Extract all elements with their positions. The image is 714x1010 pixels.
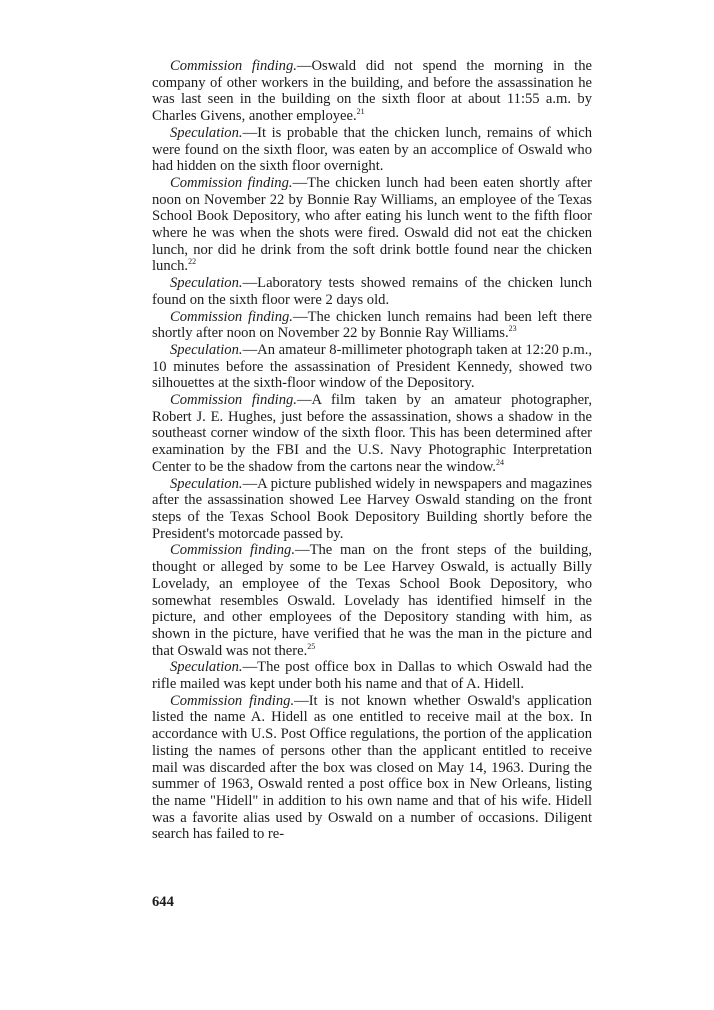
paragraph-text: —A film taken by an amateur photographer, Robert J. E. Hughes, just before the assassination, shows a shadow in the southeast corner window of the sixth floor. This has been determined after examination by the FBI and the U.S. Navy Photographic Interpretation Center to be the shadow from the cartons near the window. bbox=[152, 392, 592, 475]
paragraph-label: Commission finding. bbox=[170, 58, 297, 74]
paragraph-label: Commission finding. bbox=[170, 308, 293, 325]
paragraph bbox=[152, 275, 592, 308]
report-text-block bbox=[152, 58, 592, 843]
paragraph-label: Speculation. bbox=[170, 659, 243, 676]
paragraph-text: —The man on the front steps of the building, thought or alleged by some to be Lee Harvey Oswald, is actually Billy Lovelady, an employee of the Texas School Book Depository, who somewhat resembles Oswald. Lovelady has identified himself in the picture, and other employees of the Depository standing with him, as shown in the picture, have verified that he was the man in the picture and that Oswald was not there. bbox=[152, 542, 592, 659]
paragraph-text: —Laboratory tests showed remains of the chicken lunch found on the sixth floor were 2 days old. bbox=[152, 275, 592, 308]
paragraph bbox=[152, 125, 592, 175]
paragraph-text: —The post office box in Dallas to which Oswald had the rifle mailed was kept under both his name and that of A. Hidell. bbox=[152, 659, 592, 693]
paragraph bbox=[152, 309, 592, 342]
paragraph bbox=[152, 58, 592, 125]
footnote-ref: 22 bbox=[188, 257, 197, 267]
page-number: 644 bbox=[152, 894, 174, 910]
footnote-ref: 21 bbox=[356, 107, 365, 117]
paragraph-text: —The chicken lunch remains had been left there shortly after noon on November 22 by Bonnie Ray Williams. bbox=[152, 308, 592, 342]
paragraph bbox=[152, 392, 592, 476]
paragraph-label: Commission finding. bbox=[170, 174, 293, 191]
paragraph-text: —It is not known whether Oswald's application listed the name A. Hidell as one entitled to receive mail at the box. In accordance with U.S. Post Office regulations, the portion of the application listing the names of persons other than the applicant entitled to receive mail was discarded after the box was closed on May 14, 1963. During the summer of 1963, Oswald rented a post office box in New Orleans, listing the name "Hidell" in addition to his own name and that of his wife. Hidell was a favorite alias used by Oswald on a number of occasions. Diligent search has failed to re- bbox=[152, 692, 592, 843]
paragraph bbox=[152, 659, 592, 692]
paragraph-label: Speculation. bbox=[170, 341, 243, 358]
paragraph bbox=[152, 342, 592, 392]
paragraph-label: Speculation. bbox=[170, 275, 243, 292]
paragraph bbox=[152, 693, 592, 843]
paragraph-text: —An amateur 8-millimeter photograph taken at 12:20 p.m., 10 minutes before the assassination of President Kennedy, showed two silhouettes at the sixth-floor window of the Depository. bbox=[152, 341, 592, 392]
paragraph-label: Speculation. bbox=[170, 124, 243, 141]
paragraph bbox=[152, 476, 592, 543]
paragraph-label: Speculation. bbox=[170, 475, 243, 492]
paragraph-label: Commission finding. bbox=[170, 692, 295, 709]
footnote-ref: 25 bbox=[307, 641, 316, 651]
footnote-ref: 24 bbox=[495, 458, 504, 468]
paragraph bbox=[152, 175, 592, 275]
paragraph bbox=[152, 542, 592, 659]
paragraph-text: —The chicken lunch had been eaten shortly after noon on November 22 by Bonnie Ray Williams, an employee of the Texas School Book Depository, who after eating his lunch went to the fifth floor where he was when the shots were fired. Oswald did not eat the chicken lunch, nor did he drink from the soft drink bottle found near the chicken lunch. bbox=[152, 174, 592, 275]
footnote-ref: 23 bbox=[508, 324, 517, 334]
paragraph-text: —A picture published widely in newspapers and magazines after the assassination showed Lee Harvey Oswald standing on the front steps of the Texas School Book Depository Building shortly before the President's motorcade passed by. bbox=[152, 475, 592, 542]
paragraph-text: —Oswald did not spend the morning in the company of other workers in the building, and before the assassination he was last seen in the building on the sixth floor at about 11:55 a.m. by Charles Givens, another employee. bbox=[152, 58, 592, 125]
paragraph-label: Commission finding. bbox=[170, 392, 297, 409]
paragraph-label: Commission finding. bbox=[170, 542, 295, 559]
paragraph-text: —It is probable that the chicken lunch, remains of which were found on the sixth floor, was eaten by an accomplice of Oswald who had hidden on the sixth floor overnight. bbox=[152, 124, 592, 175]
